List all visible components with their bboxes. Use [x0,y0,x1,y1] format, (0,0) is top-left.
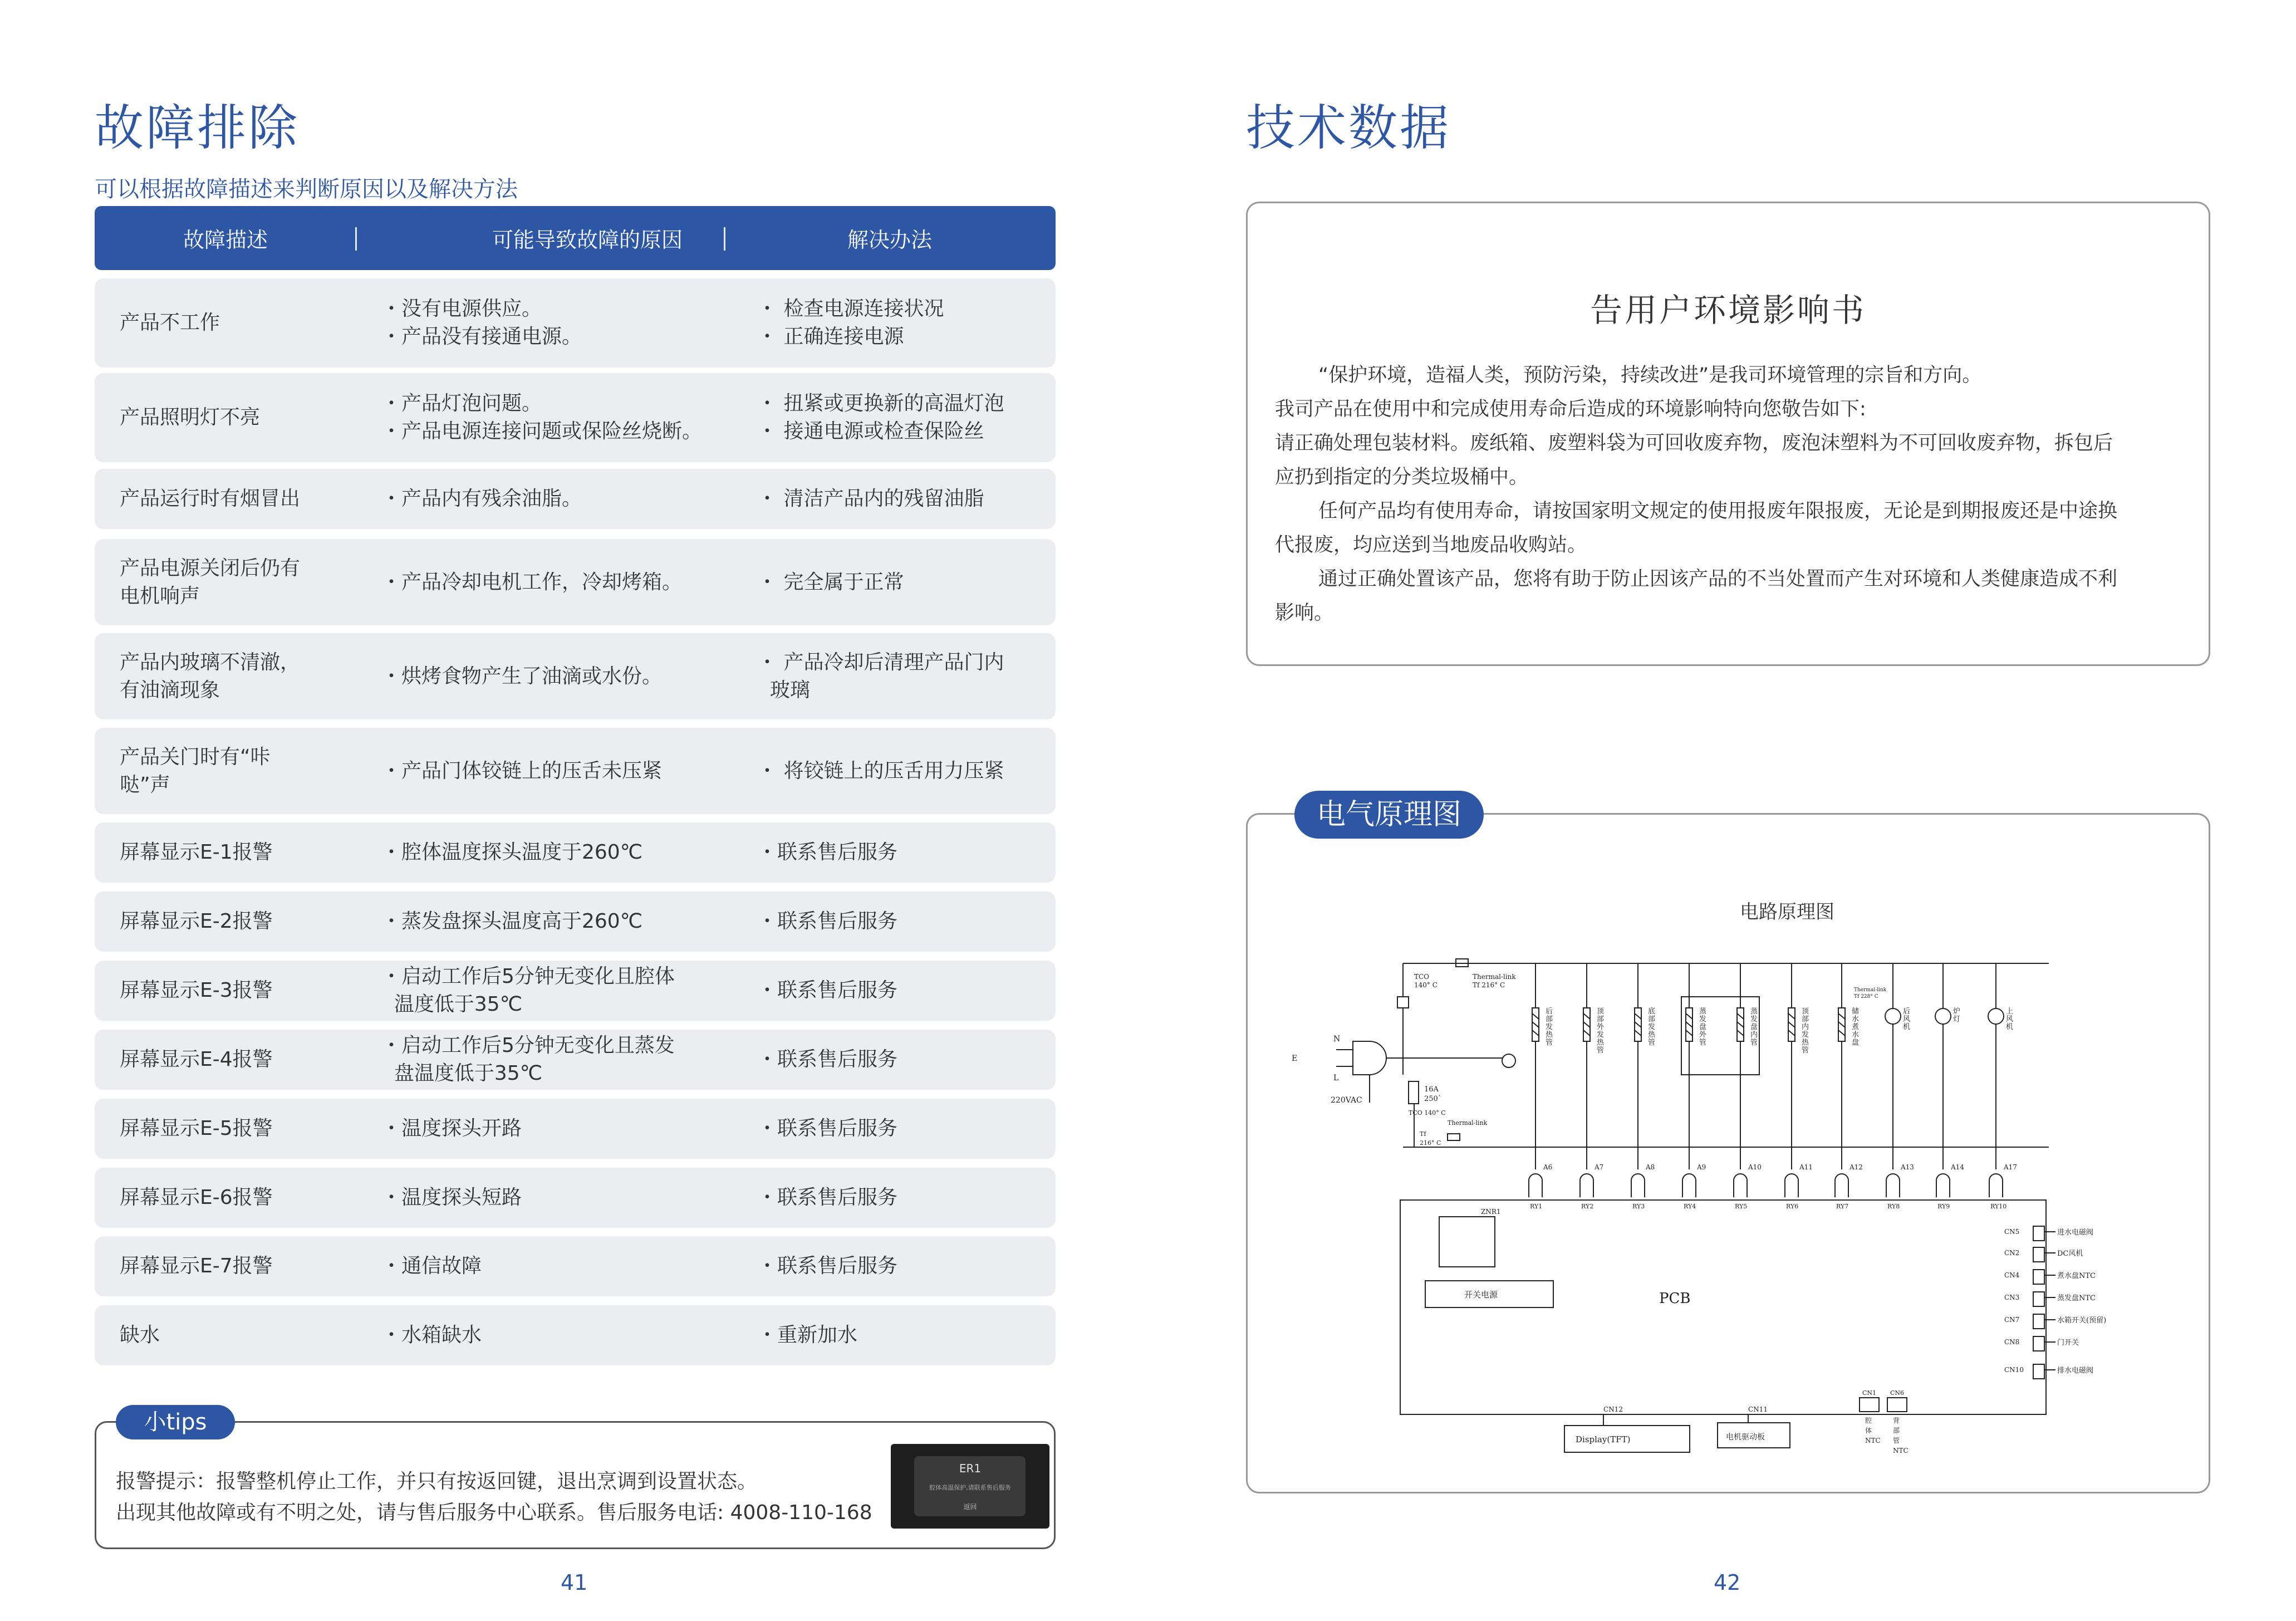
fault-cause [381,1168,804,1228]
connector-label: A17 [2004,1163,2017,1171]
heater-zigzag [1737,1013,1744,1019]
relay-icon [1936,1174,1950,1197]
tco-label: TCO [1414,973,1430,981]
cn-function-label: DC风机 [2057,1250,2083,1258]
heater-zigzag [1788,1013,1795,1019]
lamp-icon [1935,1008,1951,1024]
connector-block [2033,1314,2044,1329]
circuit-title: 电路原理图 [1740,901,1834,923]
fault-solution-line: ・ 将铰链上的压舌用力压紧 [757,759,1004,782]
switch-power-label: 开关电源 [1464,1290,1498,1300]
fault-solution-line: ・重新加水 [757,1324,858,1346]
fault-solution-line: ・联系售后服务 [757,910,898,933]
heater-zigzag [1532,1013,1539,1019]
znr-label: ZNR1 [1481,1208,1501,1216]
thermal-small-label: Tf 228° C [1854,994,1878,1000]
fault-description [120,822,359,883]
fault-solution [757,728,1047,814]
fault-cause-line: ・产品门体铰链上的压舌未压紧 [381,759,663,782]
fault-cause-line: ・温度探头短路 [381,1186,522,1209]
notice-paragraph: 应扔到指定的分类垃圾桶中。 [1275,466,1529,488]
notice-paragraph: 我司产品在使用中和完成使用寿命后造成的环境影响特向您敬告如下: [1275,398,1866,420]
thermal-label-bottom: 216° C [1420,1139,1441,1147]
cn-label: CN5 [2004,1228,2020,1236]
fault-solution [757,1030,1047,1090]
cn-function-label: 门开关 [2057,1339,2079,1347]
connector-block [2033,1247,2044,1262]
tco-label-bottom: TCO 140° C [1409,1109,1446,1116]
fault-solution-line: ・ 完全属于正常 [757,570,904,594]
cn-label: CN10 [2004,1366,2024,1374]
connector-label: A14 [1951,1163,1964,1171]
fault-solution-line: ・联系售后服务 [757,1186,898,1209]
fault-cause [381,1030,804,1090]
fault-cause [381,1305,804,1365]
fault-cause-line: ・水箱缺水 [381,1324,482,1346]
fault-description [120,1305,359,1365]
table-row [95,1305,1056,1365]
page-title-right: 技术数据 [1246,99,1451,156]
fault-description [120,1099,359,1159]
fault-cause-line: ・通信故障 [381,1255,482,1277]
fault-cause-line: ・腔体温度探头温度于260℃ [381,841,643,864]
table-row [95,278,1056,368]
fault-cause-line: ・烘烤食物产生了油滴或水份。 [381,664,663,688]
ntc-label: 体 [1865,1427,1872,1434]
heater-zigzag [1686,1022,1692,1027]
fault-solution [757,822,1047,883]
cn-label: CN2 [2004,1249,2020,1257]
table-row [95,892,1056,952]
fault-solution [757,1168,1047,1228]
alarm-message: 腔体高温保护,请联系售后服务 [929,1484,1011,1491]
connector-block [2033,1226,2044,1241]
cn-function-label: 煮水盘NTC [2057,1272,2096,1280]
fault-cause [381,961,804,1021]
ground-icon [1502,1054,1515,1067]
fault-cause-line: ・产品没有接通电源。 [381,325,582,348]
fault-description-line: 屏幕显示E-4报警 [120,1048,273,1071]
ntc-connector [1860,1398,1879,1412]
fault-description [120,539,359,625]
tco-switch-top [1397,997,1409,1008]
notice-paragraph: “保护环境，造福人类，预防污染，持续改进”是我司环境管理的宗旨和方向。 [1318,364,1982,386]
fault-cause-line: ・产品灯泡问题。 [381,392,542,415]
load-label: 蒸发盘外管 [1699,1007,1707,1047]
table-row [95,373,1056,462]
notice-body [1275,359,2199,630]
table-row [95,961,1056,1021]
table-row [95,1099,1056,1159]
cn-function-label: 排水电磁阀 [2057,1367,2094,1375]
ntc-label: 部 [1893,1427,1900,1434]
heater-zigzag [1788,1030,1795,1036]
alarm-screen-image [891,1444,1049,1529]
header-fix: 解决办法 [847,228,932,252]
fault-cause [381,728,804,814]
fault-description [120,892,359,952]
fault-cause [381,892,804,952]
fault-cause [381,1236,804,1296]
connector-label: A9 [1697,1163,1706,1171]
connector-block [2033,1364,2044,1379]
relay-label: RY7 [1836,1203,1849,1210]
relay-label: RY4 [1684,1203,1696,1210]
relay-icon [1631,1174,1645,1197]
cn-label: CN4 [2004,1271,2020,1279]
connector-label: A8 [1646,1163,1655,1171]
page-title-left: 故障排除 [95,99,300,156]
load-label: 蒸发盘内管 [1750,1007,1758,1047]
connector-label: A6 [1543,1163,1553,1171]
notice-paragraph: 影响。 [1275,602,1334,624]
heater-zigzag [1686,1030,1692,1036]
fuse-16a [1409,1081,1419,1104]
notice-paragraph: 任何产品均有使用寿命，请按国家明文规定的使用报废年限报废，无论是到期报废还是中途换 [1318,500,2118,522]
fault-cause [381,469,804,529]
relay-label: RY2 [1581,1203,1594,1210]
load-label: 顶部外发热管 [1597,1007,1605,1055]
heater-zigzag [1635,1030,1641,1036]
fault-description-line: 电机响声 [120,584,200,608]
table-row [95,1168,1056,1228]
fault-description-line: 产品不工作 [120,311,220,334]
relay-icon [1989,1174,2003,1197]
fault-solution-line: ・联系售后服务 [757,841,898,864]
fuse-label: 250` [1424,1095,1442,1103]
connector-label: A11 [1799,1163,1813,1171]
load-label: 上风机 [2006,1007,2014,1031]
relay-label: RY1 [1530,1203,1543,1210]
ntc-connector [1887,1398,1907,1412]
cn-bottom-label: CN12 [1603,1405,1623,1413]
plug-icon [1353,1041,1386,1075]
connector-label: A10 [1748,1163,1762,1171]
section-label-circuit: 电气原理图 [1294,791,1484,839]
connector-block [2033,1336,2044,1351]
fault-description [120,1168,359,1228]
fuse-label: 16A [1424,1085,1439,1094]
relay-label: RY8 [1887,1203,1900,1210]
heater-zigzag [1635,1022,1641,1027]
fault-description-line: 屏幕显示E-2报警 [120,910,273,933]
relay-icon [1886,1174,1900,1197]
relay-label: RY3 [1632,1203,1645,1210]
pcb-label: PCB [1659,1290,1691,1307]
fault-solution-line: ・联系售后服务 [757,1117,898,1140]
fault-solution-line: ・ 接通电源或检查保险丝 [757,420,984,443]
fault-cause-line: ・产品电源连接问题或保险丝烧断。 [381,420,703,443]
motor-board-label: 电机驱动板 [1726,1433,1765,1442]
notice-heading: 告用户环境影响书 [1589,291,1866,329]
fault-description [120,633,359,719]
supply-label: 220VAC [1331,1096,1362,1105]
connector-block [2033,1292,2044,1306]
connector-label: A7 [1595,1163,1604,1171]
fault-cause [381,373,804,462]
fault-solution [757,633,1047,719]
fault-solution-line: ・联系售后服务 [757,1255,898,1277]
load-label: 底部发热管 [1648,1007,1656,1047]
fault-cause-line: ・温度探头开路 [381,1117,522,1140]
fault-description [120,1236,359,1296]
fault-solution [757,539,1047,625]
tips-line-1: 报警提示：报警整机停止工作，并只有按返回键，退出烹调到设置状态。 [116,1470,758,1493]
page-number-left: 41 [561,1570,588,1595]
cn-label: CN3 [2004,1294,2020,1301]
heater-zigzag [1838,1030,1845,1036]
page-subtitle-left: 可以根据故障描述来判断原因以及解决方法 [95,177,518,202]
fault-cause [381,539,804,625]
relay-icon [1785,1174,1798,1197]
heater-zigzag [1686,1013,1692,1019]
heater-zigzag [1838,1013,1845,1019]
fault-solution [757,892,1047,952]
tips-label: 小tips [116,1405,235,1439]
fault-solution [757,373,1047,462]
tco-label: 140° C [1414,981,1438,989]
fault-description-line: 产品内玻璃不清澈， [120,650,301,674]
cn-function-label: 进水电磁阀 [2057,1228,2094,1237]
thermal-label: Thermal-link [1473,973,1516,981]
fault-solution-line: ・ 清洁产品内的残留油脂 [757,487,984,510]
relay-label: RY5 [1735,1203,1748,1210]
load-label: 后风机 [1903,1007,1911,1031]
fault-cause [381,822,804,883]
heater-zigzag [1532,1022,1539,1027]
line-l-label: L [1333,1074,1339,1083]
fault-solution [757,1305,1047,1365]
thermal-label-bottom: Tf [1420,1130,1426,1138]
table-row [95,1236,1056,1296]
cn-function-label: 蒸发盘NTC [2057,1294,2096,1302]
heater-zigzag [1583,1013,1590,1019]
table-row [95,539,1056,625]
ntc-label: 腔 [1865,1417,1872,1424]
fault-description [120,728,359,814]
fault-solution-line: ・ 扭紧或更换新的高温灯泡 [757,392,1004,415]
fault-solution-line: 玻璃 [757,678,810,702]
fault-description-line: 产品运行时有烟冒出 [120,487,301,510]
circuit-diagram [1281,936,2182,1465]
connector-label: A12 [1849,1163,1863,1171]
relay-label: RY9 [1937,1203,1950,1210]
heater-zigzag [1583,1030,1590,1036]
header-cause: 可能导致故障的原因 [492,228,683,252]
ntc-label: NTC [1893,1447,1909,1455]
ntc-label: 管 [1893,1437,1900,1444]
fault-solution-line: ・联系售后服务 [757,979,898,1002]
fault-solution-line: ・ 产品冷却后清理产品门内 [757,650,1004,674]
heater-zigzag [1737,1022,1744,1027]
fault-solution-line: ・联系售后服务 [757,1048,898,1071]
thermal-fuse-bottom [1448,1134,1460,1140]
fault-cause-line: ・蒸发盘探头温度高于260℃ [381,910,643,933]
relay-label: RY6 [1786,1203,1799,1210]
fault-solution [757,1099,1047,1159]
fault-description [120,1030,359,1090]
load-label: 储水煮水盘 [1852,1007,1860,1047]
fault-cause [381,278,804,368]
cn-label: CN8 [2004,1338,2020,1346]
fault-description-line: 有油滴现象 [120,678,220,702]
fan-motor-icon [1988,1008,2004,1024]
fan-motor-icon [1885,1008,1901,1024]
table-header [95,206,1056,270]
fault-solution-line: ・ 正确连接电源 [757,325,904,348]
heater-zigzag [1583,1022,1590,1027]
fault-solution [757,469,1047,529]
relay-icon [1580,1174,1593,1197]
page-number-right: 42 [1714,1570,1741,1595]
ntc-label: NTC [1865,1437,1881,1444]
fault-cause-line: ・启动工作后5分钟无变化且腔体 [381,965,675,988]
cn-bottom-label: CN11 [1748,1405,1768,1413]
fault-description-line: 屏幕显示E-7报警 [120,1255,273,1277]
notice-paragraph: 通过正确处置该产品，您将有助于防止因该产品的不当处置而产生对环境和人类健康造成不利 [1318,568,2118,590]
fault-cause-line: ・产品内有残余油脂。 [381,487,582,510]
fault-description [120,373,359,462]
load-label: 后部发热管 [1546,1007,1553,1047]
heater-zigzag [1737,1030,1744,1036]
line-n-label: N [1333,1035,1341,1044]
table-row [95,728,1056,814]
thermal-label-bottom: Thermal-link [1448,1119,1488,1127]
znr-block [1439,1217,1495,1267]
fault-description-line: 缺水 [120,1324,160,1346]
heater-zigzag [1635,1013,1641,1019]
connector-label: A13 [1901,1163,1914,1171]
fault-description-line: 屏幕显示E-1报警 [120,841,273,864]
heater-zigzag [1788,1022,1795,1027]
alarm-code: ER1 [959,1462,982,1475]
thermal-label: Tf 216° C [1473,981,1505,989]
fault-description-line: 产品电源关闭后仍有 [120,556,301,580]
fault-solution-line: ・ 检查电源连接状况 [757,297,944,320]
notice-paragraph: 请正确处理包装材料。废纸箱、废塑料袋为可回收废弃物，废泡沫塑料为不可回收废弃物，拆包后 [1275,432,2113,454]
relay-icon [1734,1174,1747,1197]
fault-cause-line: ・启动工作后5分钟无变化且蒸发 [381,1034,675,1057]
fault-description-line: 屏幕显示E-3报警 [120,979,273,1002]
table-row [95,822,1056,883]
fault-description [120,278,359,368]
fault-description-line: 哒”声 [120,773,170,796]
fault-solution [757,278,1047,368]
fault-cause [381,1099,804,1159]
heater-zigzag [1838,1022,1845,1027]
tips-line-2: 出现其他故障或有不明之处，请与售后服务中心联系。售后服务电话: 4008-110-168 [116,1501,872,1524]
fault-description [120,961,359,1021]
connector-block [2033,1270,2044,1284]
table-row [95,1030,1056,1090]
display-label: Display(TFT) [1576,1434,1631,1444]
fault-cause-line: 盘温度低于35℃ [381,1062,543,1085]
cn-bottom-label: CN6 [1890,1389,1905,1397]
line-e-label: E [1292,1054,1298,1063]
fault-cause-line: ・没有电源供应。 [381,297,542,320]
fault-description [120,469,359,529]
header-desc: 故障描述 [183,228,268,252]
fault-solution [757,961,1047,1021]
fault-cause-line: ・产品冷却电机工作，冷却烤箱。 [381,570,683,594]
fault-description-line: 产品照明灯不亮 [120,406,261,429]
heater-zigzag [1532,1030,1539,1036]
thermal-small-label: Thermal-link [1854,987,1887,993]
cn-bottom-label: CN1 [1862,1389,1877,1397]
fault-cause [381,633,804,719]
table-row [95,633,1056,719]
relay-icon [1682,1174,1696,1197]
load-label: 炉灯 [1953,1007,1961,1023]
relay-icon [1529,1174,1542,1197]
notice-paragraph: 代报废，均应送到当地废品收购站。 [1275,534,1587,556]
load-label: 顶部内发热管 [1802,1007,1809,1055]
cn-label: CN7 [2004,1316,2020,1324]
fault-description-line: 产品关门时有“咔 [120,745,271,768]
ntc-label: 背 [1893,1417,1900,1424]
fault-description-line: 屏幕显示E-5报警 [120,1117,273,1140]
relay-icon [1835,1174,1848,1197]
cn-function-label: 水箱开关(预留) [2057,1316,2107,1325]
table-row [95,469,1056,529]
fault-cause-line: 温度低于35℃ [381,993,523,1016]
fault-description-line: 屏幕显示E-6报警 [120,1186,273,1209]
fault-solution [757,1236,1047,1296]
relay-label: RY10 [1990,1203,2007,1210]
alarm-back-button: 返回 [963,1503,977,1511]
